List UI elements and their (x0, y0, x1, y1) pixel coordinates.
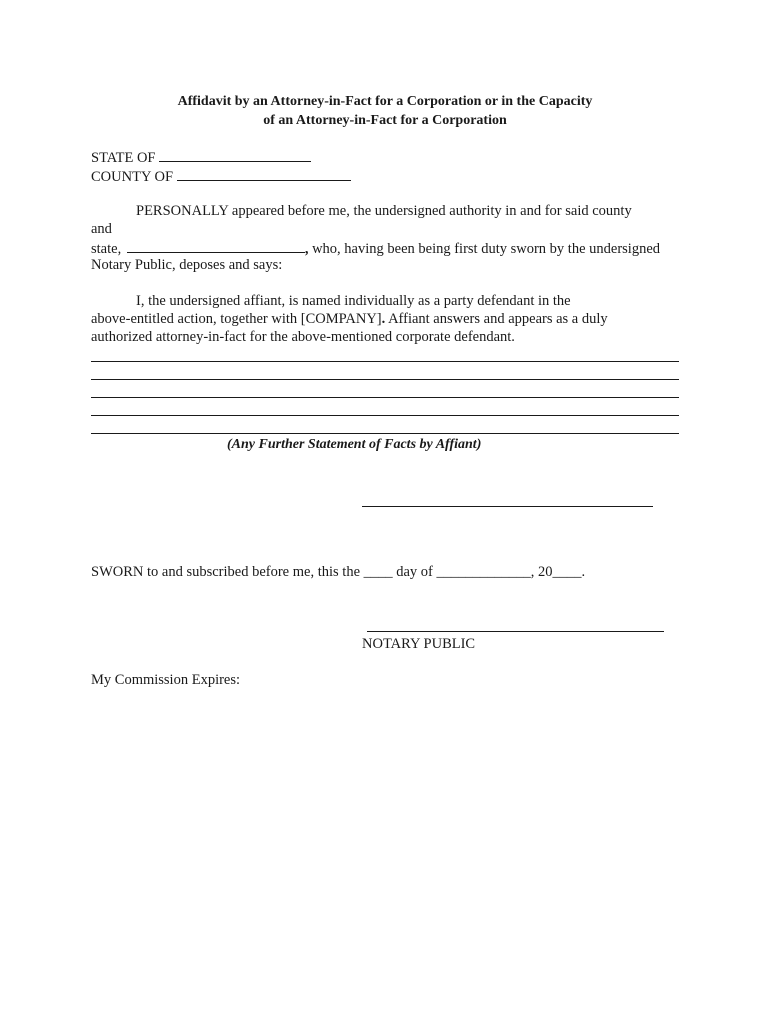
paragraph-1-line-3 (91, 239, 660, 258)
county-of-line (91, 167, 351, 186)
county-of-label: COUNTY OF (91, 169, 174, 185)
statement-rule-1 (91, 361, 679, 362)
statement-rule-5 (91, 433, 679, 434)
paragraph-2-line-1: I, the undersigned affiant, is named individually as a party defendant in the (136, 293, 571, 309)
sworn-statement: SWORN to and subscribed before me, this the ____ day of _____________, 20____. (91, 564, 586, 580)
statement-rule-3 (91, 397, 679, 398)
notary-public-label: NOTARY PUBLIC (362, 636, 476, 652)
paragraph-2-line-3: authorized attorney-in-fact for the above-mentioned corporate defendant. (91, 329, 515, 345)
paragraph-1-line-4: Notary Public, deposes and says: (91, 257, 283, 273)
state-prefix: state, (91, 241, 122, 257)
state-of-label: STATE OF (91, 150, 156, 166)
state-blank (159, 148, 311, 162)
paragraph-1-line-2: and (91, 221, 112, 237)
document-title-line-1: Affidavit by an Attorney-in-Fact for a Corporation or in the Capacity (177, 94, 593, 109)
period-mark: . (381, 311, 386, 327)
statement-rule-2 (91, 379, 679, 380)
affiant-clause: Affiant answers and appears as a duly (385, 311, 608, 327)
state-of-line (91, 148, 311, 167)
state-name-blank (127, 239, 305, 253)
paragraph-2-line-2 (91, 311, 608, 328)
paragraph-1-line-1: PERSONALLY appeared before me, the undersigned authority in and for said county (136, 203, 632, 219)
statement-rule-4 (91, 415, 679, 416)
sworn-clause: who, having been being first duty sworn by the undersigned (312, 241, 661, 257)
document-title-line-2: of an Attorney-in-Fact for a Corporation (263, 113, 507, 128)
company-clause: above-entitled action, together with [COMPANY] (91, 311, 382, 327)
commission-expires-label: My Commission Expires: (91, 672, 241, 688)
notary-signature-line (367, 631, 664, 632)
comma-mark: , (304, 241, 309, 257)
affiant-signature-line (362, 506, 653, 507)
further-statement-caption: (Any Further Statement of Facts by Affiant) (227, 437, 482, 452)
county-blank (177, 167, 351, 181)
